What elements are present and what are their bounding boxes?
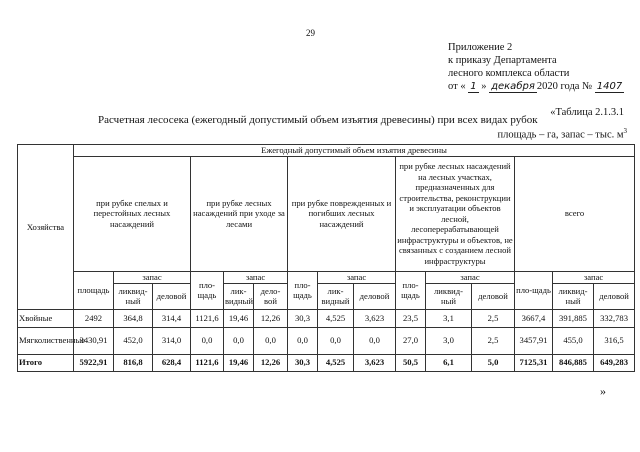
row-label: Итого <box>18 354 74 371</box>
appendix-line-1: Приложение 2 <box>448 42 513 53</box>
header-group-damaged: при рубке поврежденных и погибших лесных насаждений <box>288 156 396 271</box>
table-cell: 3457,91 <box>515 327 553 354</box>
closing-quote: » <box>600 384 606 398</box>
table-cell: 5922,91 <box>74 354 114 371</box>
units-note <box>497 127 627 141</box>
table-cell: 2,5 <box>472 327 515 354</box>
header-stock-1: запас <box>114 271 191 283</box>
header-liquid-3: лик-видный <box>318 283 354 309</box>
table-cell: 19,46 <box>224 354 254 371</box>
header-annual: Ежегодный допустимый объем изъятия древесины <box>74 145 635 157</box>
table-cell: 1121,6 <box>191 354 224 371</box>
table-cell: 7125,31 <box>515 354 553 371</box>
table-cell: 12,26 <box>254 309 288 327</box>
header-liquid-4: ликвид-ный <box>426 283 472 309</box>
header-liquid-1: ликвид-ный <box>114 283 153 309</box>
header-liquid-2: лик-видный <box>224 283 254 309</box>
date-year: 2020 года № <box>536 81 593 92</box>
table-cell: 3,0 <box>426 327 472 354</box>
table-title: Расчетная лесосека (ежегодный допустимый объем изъятия древесины) при всех видах рубок <box>98 114 538 126</box>
header-stock-4: запас <box>426 271 515 283</box>
allowable-cut-table <box>17 144 635 372</box>
header-business-1: деловой <box>153 283 191 309</box>
table-cell: 649,283 <box>594 354 635 371</box>
header-area-2: пло-щадь <box>191 271 224 309</box>
table-cell: 0,0 <box>318 327 354 354</box>
table-cell: 3667,4 <box>515 309 553 327</box>
header-business-5: деловой <box>594 283 635 309</box>
table-cell: 364,8 <box>114 309 153 327</box>
header-stock-2: запас <box>224 271 288 283</box>
header-business-3: деловой <box>354 283 396 309</box>
table-cell: 12,26 <box>254 354 288 371</box>
table-cell: 391,885 <box>553 309 594 327</box>
page-number: 29 <box>306 28 315 38</box>
table-cell: 23,5 <box>396 309 426 327</box>
header-group-mature: при рубке спелых и перестойных лесных насаждений <box>74 156 191 271</box>
table-cell: 0,0 <box>191 327 224 354</box>
header-group-infrastructure: при рубке лесных насаждений на лесных участках, предназначенных для строительства, реконструкции и эксплуатации объектов лесной, лесоперерабатывающей инфраструктуры и объектов, не связанных с созданием лесной инфраструктуры <box>396 156 515 271</box>
header-area-3: пло-щадь <box>288 271 318 309</box>
table-cell: 50,5 <box>396 354 426 371</box>
header-business-2: дело-вой <box>254 283 288 309</box>
header-stock-5: запас <box>553 271 635 283</box>
date-prefix: от « <box>448 81 466 92</box>
table-cell: 316,5 <box>594 327 635 354</box>
table-cell: 6,1 <box>426 354 472 371</box>
table-cell: 0,0 <box>354 327 396 354</box>
header-farm: Хозяйства <box>18 145 74 310</box>
table-cell: 3,623 <box>354 354 396 371</box>
table-cell: 4,525 <box>318 354 354 371</box>
table-cell: 3,1 <box>426 309 472 327</box>
table-cell: 27,0 <box>396 327 426 354</box>
row-label: Хвойные <box>18 309 74 327</box>
table-cell: 2492 <box>74 309 114 327</box>
table-cell: 30,3 <box>288 309 318 327</box>
header-area-4: пло-щадь <box>396 271 426 309</box>
table-row <box>18 309 635 327</box>
table-cell: 0,0 <box>288 327 318 354</box>
table-cell: 3,623 <box>354 309 396 327</box>
table-cell: 0,0 <box>224 327 254 354</box>
table-cell: 628,4 <box>153 354 191 371</box>
table-cell: 314,0 <box>153 327 191 354</box>
date-mid: » <box>481 81 487 92</box>
header-group-care: при рубке лесных насаждений при уходе за лесами <box>191 156 288 271</box>
appendix-date-line <box>448 80 624 93</box>
table-cell: 2,5 <box>472 309 515 327</box>
table-cell: 3430,91 <box>74 327 114 354</box>
table-row <box>18 354 635 371</box>
table-cell: 332,783 <box>594 309 635 327</box>
table-cell: 452,0 <box>114 327 153 354</box>
table-cell: 816,8 <box>114 354 153 371</box>
table-row <box>18 327 635 354</box>
date-day: 1 <box>470 81 477 92</box>
appendix-line-3: лесного комплекса области <box>448 68 570 79</box>
appendix-line-2: к приказу Департамента <box>448 55 557 66</box>
table-cell: 1121,6 <box>191 309 224 327</box>
table-cell: 314,4 <box>153 309 191 327</box>
table-cell: 19,46 <box>224 309 254 327</box>
table-cell: 846,885 <box>553 354 594 371</box>
table-number: «Таблица 2.1.3.1 <box>550 107 624 118</box>
header-stock-3: запас <box>318 271 396 283</box>
header-area-1: площадь <box>74 271 114 309</box>
table-cell: 455,0 <box>553 327 594 354</box>
units-text: площадь – га, запас – тыс. м <box>497 129 624 141</box>
table-cell: 5,0 <box>472 354 515 371</box>
appendix-block <box>448 41 624 93</box>
doc-number: 1407 <box>596 81 623 92</box>
header-area-5: пло-щадь <box>515 271 553 309</box>
table-cell: 4,525 <box>318 309 354 327</box>
date-month: декабря <box>491 81 535 92</box>
header-group-total: всего <box>515 156 635 271</box>
row-label: Мягколиственные <box>18 327 74 354</box>
table-body <box>18 309 635 371</box>
table-cell: 0,0 <box>254 327 288 354</box>
units-sup: 3 <box>623 127 627 135</box>
header-business-4: деловой <box>472 283 515 309</box>
header-liquid-5: ликвид-ный <box>553 283 594 309</box>
table-cell: 30,3 <box>288 354 318 371</box>
